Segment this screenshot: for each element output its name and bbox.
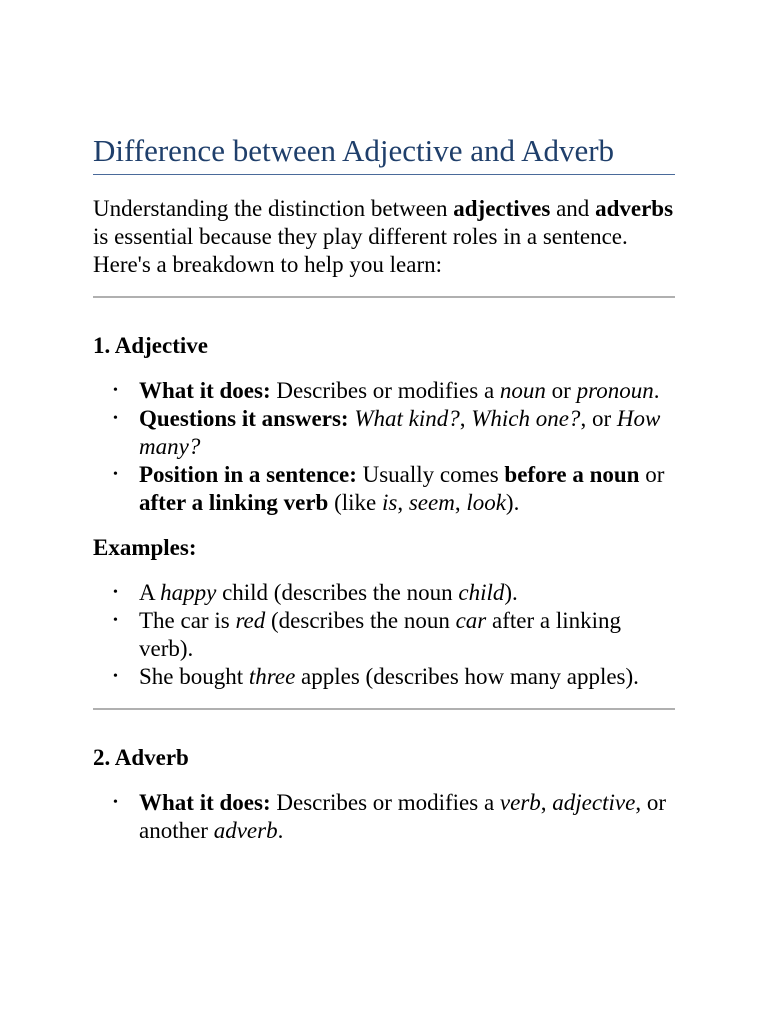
intro-paragraph <box>93 195 675 279</box>
intro-text: is essential because they play different roles in a sentence. Here's a breakdown to help you learn: <box>93 224 628 277</box>
list-item <box>113 789 675 845</box>
fact-italic: seem <box>408 490 455 515</box>
fact-bold: before a noun <box>504 462 640 487</box>
fact-label: Position in a sentence: <box>139 462 357 487</box>
list-item <box>113 579 675 607</box>
fact-italic: noun <box>499 378 546 403</box>
fact-italic: adverb <box>213 818 278 843</box>
fact-label: What it does: <box>139 378 271 403</box>
example-text: ). <box>504 580 518 605</box>
fact-italic: How many? <box>139 406 661 459</box>
example-italic: three <box>248 664 296 689</box>
fact-text: . <box>653 378 660 403</box>
bullet-icon: • <box>113 613 118 628</box>
document-title: Difference between Adjective and Adverb <box>93 132 675 175</box>
list-item <box>113 607 675 663</box>
fact-text: , or <box>580 406 617 431</box>
fact-text: , <box>454 490 467 515</box>
fact-italic: look <box>466 490 506 515</box>
fact-text: , <box>540 790 553 815</box>
fact-text: (like <box>328 490 382 515</box>
example-text: apples (describes how many apples). <box>295 664 639 689</box>
intro-bold-adjectives: adjectives <box>453 196 551 221</box>
fact-text: Describes or modifies a <box>270 790 500 815</box>
intro-text: and <box>550 196 596 221</box>
adverb-facts-list <box>93 789 675 845</box>
fact-text: , <box>459 406 472 431</box>
fact-text: or <box>639 462 665 487</box>
fact-italic: Which one? <box>471 406 581 431</box>
fact-text: ). <box>505 490 520 515</box>
list-item <box>113 405 675 461</box>
bullet-icon: • <box>113 795 118 810</box>
adjective-examples-list <box>93 579 675 691</box>
fact-italic: verb <box>499 790 541 815</box>
bullet-icon: • <box>113 467 118 482</box>
example-text: child (describes the noun <box>216 580 459 605</box>
fact-text: , or another <box>139 790 666 843</box>
example-text: The car is <box>139 608 236 633</box>
bullet-icon: • <box>113 383 118 398</box>
fact-label: What it does: <box>139 790 271 815</box>
example-italic: child <box>458 580 505 605</box>
section-divider <box>93 708 675 710</box>
example-italic: happy <box>160 580 217 605</box>
list-item <box>113 663 675 691</box>
bullet-icon: • <box>113 585 118 600</box>
example-text: (describes the noun <box>265 608 456 633</box>
example-text: after a linking verb). <box>139 608 622 661</box>
example-text: She bought <box>139 664 249 689</box>
example-italic: car <box>455 608 487 633</box>
examples-heading: Examples: <box>93 535 197 560</box>
fact-text: or <box>545 378 577 403</box>
fact-label: Questions it answers: <box>139 406 349 431</box>
bullet-icon: • <box>113 669 118 684</box>
fact-text: , <box>397 490 409 515</box>
fact-italic: pronoun <box>576 378 654 403</box>
fact-italic: is <box>381 490 398 515</box>
intro-bold-adverbs: adverbs <box>595 196 674 221</box>
example-italic: red <box>235 608 266 633</box>
bullet-icon: • <box>113 411 118 426</box>
fact-italic: adjective <box>552 790 636 815</box>
fact-italic: What kind? <box>354 406 460 431</box>
fact-text: Describes or modifies a <box>270 378 500 403</box>
example-text: A <box>139 580 161 605</box>
fact-bold: after a linking verb <box>139 490 329 515</box>
section-divider <box>93 296 675 298</box>
adjective-facts-list <box>93 377 675 517</box>
list-item <box>113 461 675 517</box>
fact-text: Usually comes <box>356 462 505 487</box>
intro-text: Understanding the distinction between <box>93 196 454 221</box>
fact-text: . <box>277 818 284 843</box>
adverb-heading: 2. Adverb <box>93 745 189 770</box>
list-item <box>113 377 675 405</box>
adjective-heading: 1. Adjective <box>93 333 208 358</box>
